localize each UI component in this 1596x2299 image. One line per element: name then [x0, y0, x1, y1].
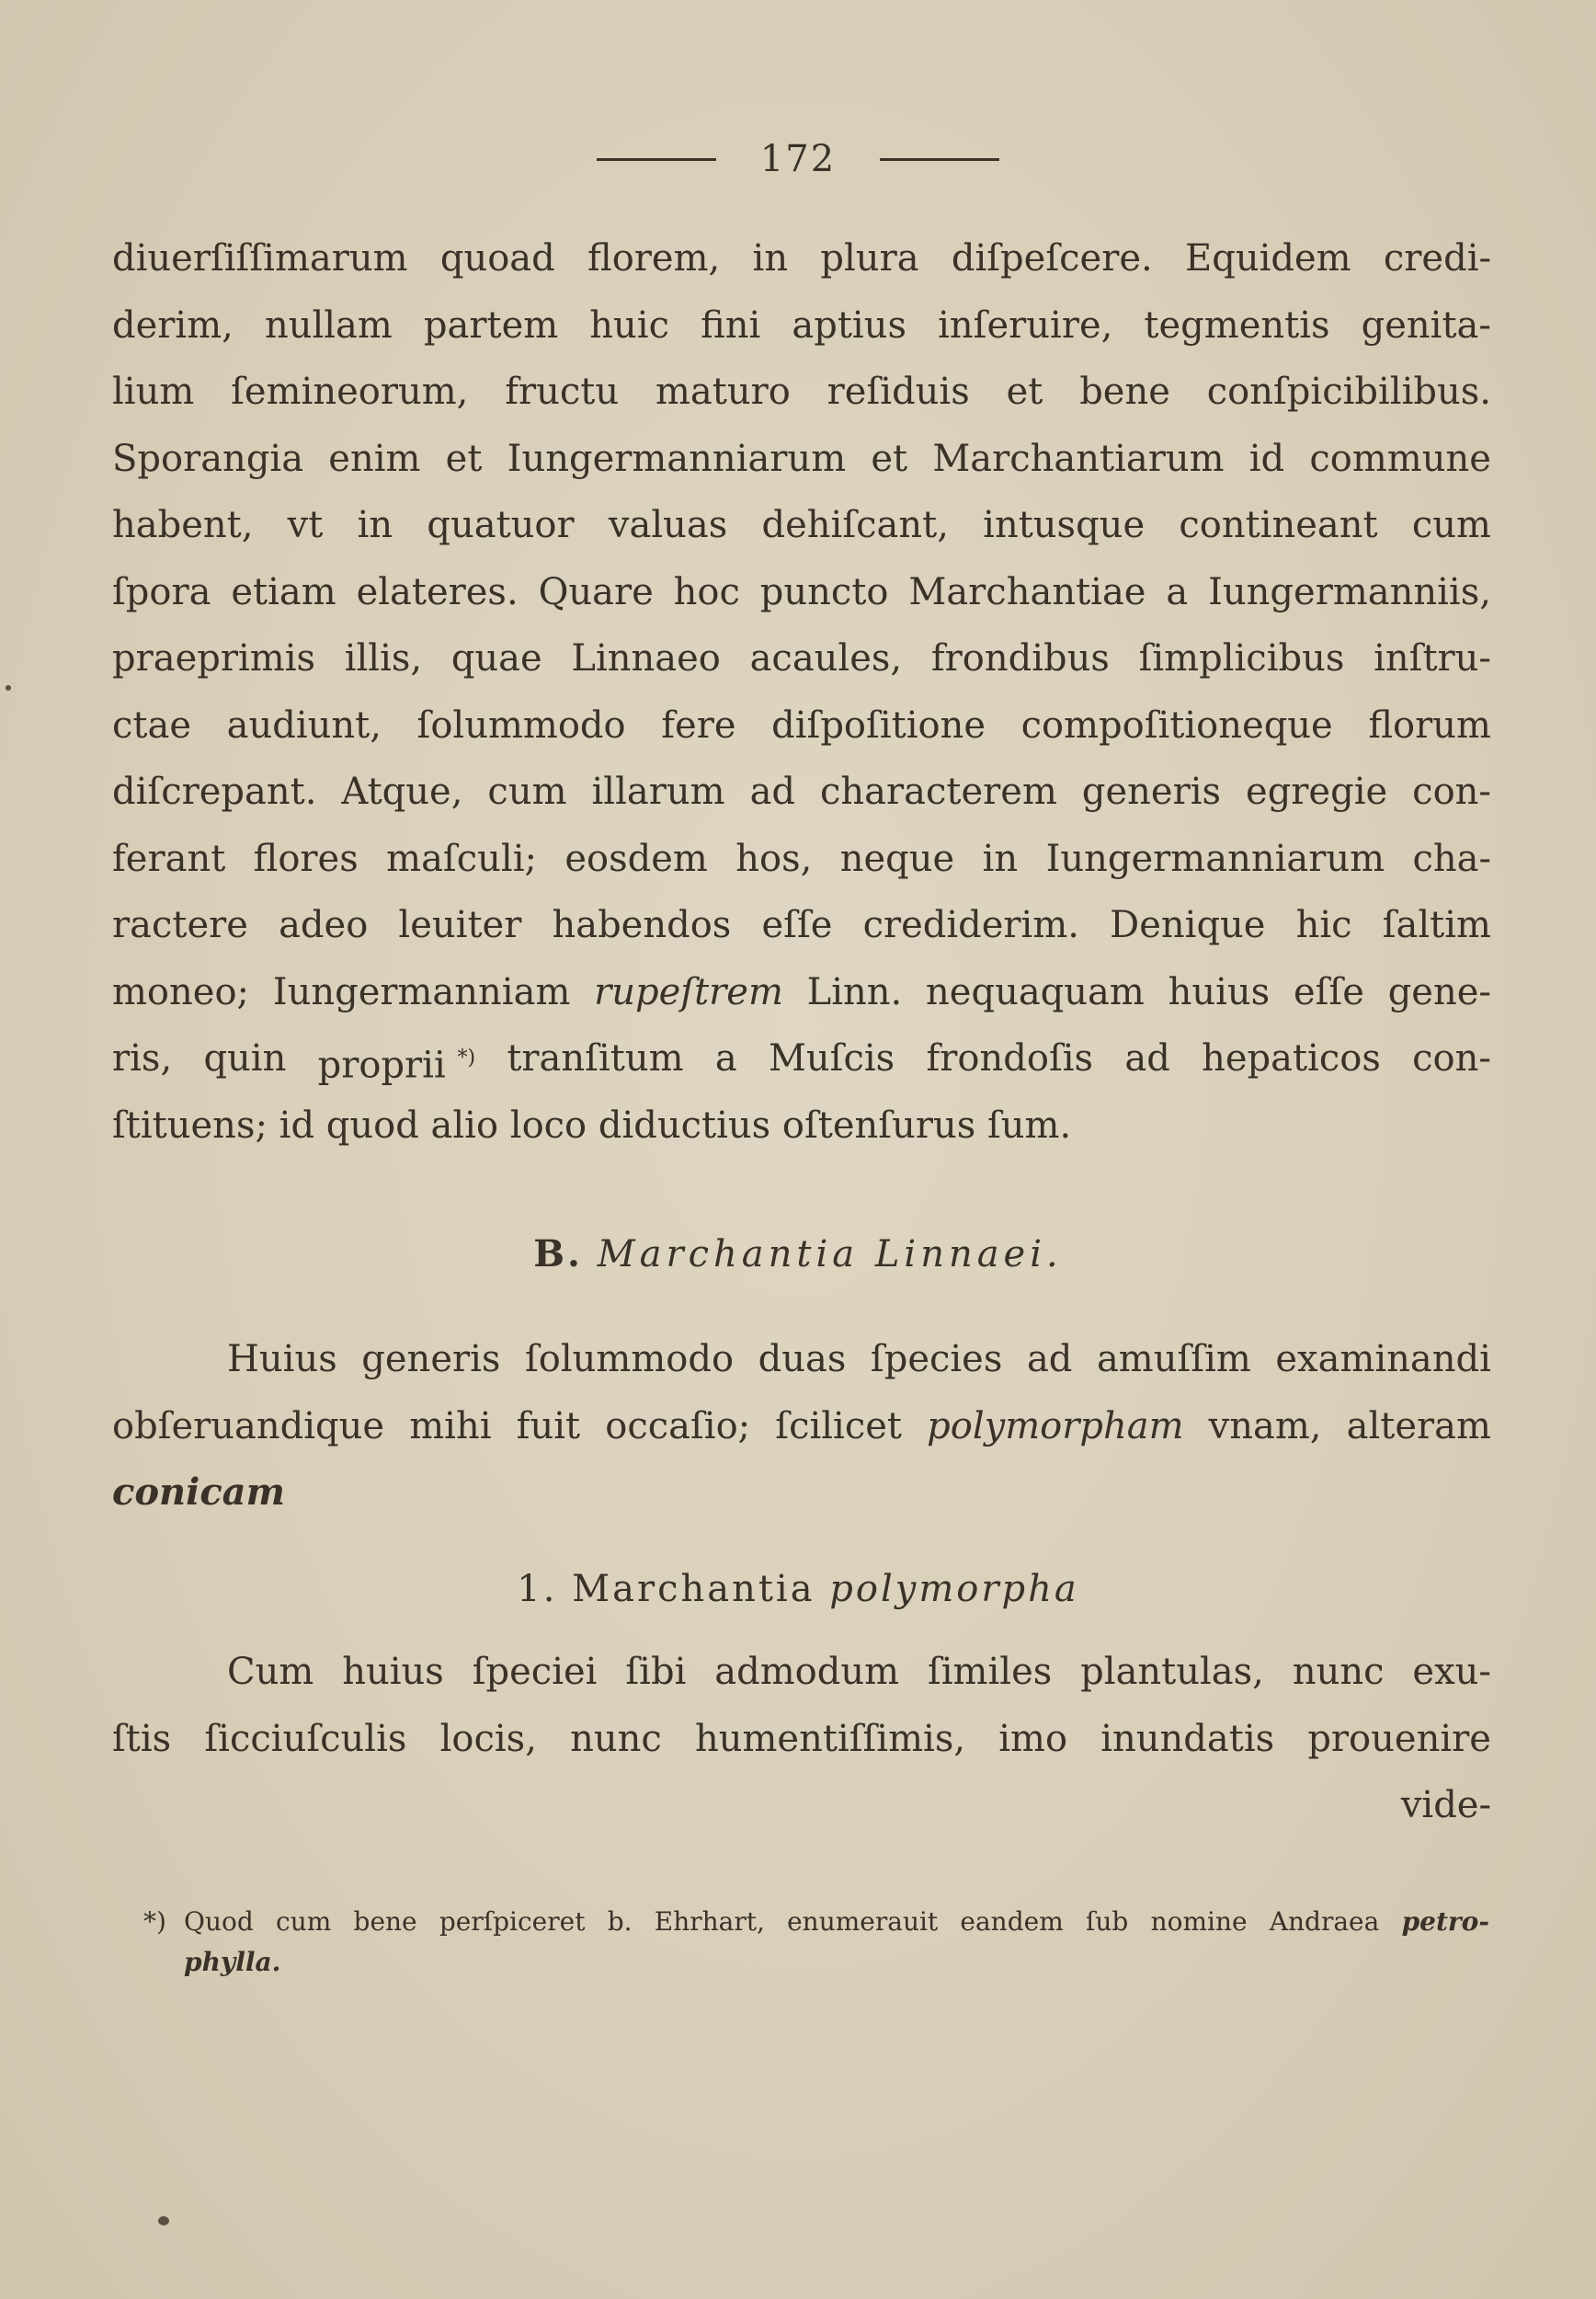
- word: ſolummodo: [416, 703, 626, 747]
- word: Atque,: [341, 771, 463, 813]
- word: florem,: [587, 237, 721, 280]
- text-line: [112, 759, 1491, 826]
- word: prouenire: [1307, 1717, 1491, 1760]
- word: etiam: [231, 570, 336, 613]
- text-line: [112, 426, 1491, 493]
- word: egregie: [1246, 771, 1388, 813]
- word: eosdem: [564, 837, 708, 880]
- word: ſemineorum,: [231, 371, 469, 413]
- word: bene: [353, 1906, 417, 1937]
- word: Quare: [538, 570, 654, 613]
- word: hepaticos: [1202, 1037, 1381, 1080]
- word: duas: [758, 1338, 847, 1380]
- word: Marchantiae: [908, 570, 1146, 613]
- word: ad: [1124, 1037, 1170, 1080]
- word: puncto: [759, 570, 889, 613]
- word: et: [445, 437, 483, 480]
- word: diuerſiſſimarum: [112, 237, 408, 280]
- word: id: [1248, 437, 1285, 480]
- paragraph-2: [112, 1326, 1491, 1527]
- word: maturo: [656, 371, 791, 413]
- text-line: [112, 1326, 1491, 1393]
- page-number: 172: [759, 138, 837, 180]
- word: generis: [1081, 771, 1222, 813]
- word: fini: [701, 303, 761, 347]
- word: illis,: [344, 637, 423, 680]
- section-title: Marchantia Linnaei.: [597, 1233, 1063, 1275]
- word: ractere: [112, 904, 248, 946]
- footnote-line: [184, 1902, 1489, 1942]
- word: huius: [1168, 970, 1271, 1013]
- word: elateres.: [356, 570, 519, 613]
- word: amuſſim: [1096, 1338, 1251, 1380]
- word: ſimplicibus: [1138, 637, 1345, 680]
- word: in: [752, 237, 789, 280]
- word: ſpora: [112, 570, 211, 613]
- word: obſeruandique: [112, 1404, 385, 1447]
- paragraph-1: [112, 225, 1491, 1159]
- word: crediderim.: [862, 904, 1079, 946]
- footnote: [143, 1902, 1489, 1983]
- word: humentiſſimis,: [694, 1717, 966, 1760]
- word: imo: [998, 1717, 1068, 1760]
- word-italic: petro-: [1401, 1906, 1489, 1937]
- word: quin: [203, 1037, 287, 1080]
- word: et: [1006, 371, 1043, 413]
- word: a: [1166, 570, 1189, 613]
- word: gene-: [1387, 970, 1491, 1013]
- section-title-italic: polymorpha: [829, 1568, 1079, 1610]
- word: cha-: [1412, 837, 1491, 880]
- word: nunc: [1292, 1651, 1385, 1693]
- word: nequaquam: [926, 970, 1145, 1013]
- word: ctae: [112, 703, 191, 747]
- ink-speck: [6, 685, 11, 691]
- section-label: 1.: [517, 1568, 558, 1610]
- word: ad: [1026, 1338, 1073, 1380]
- word: diſpeſcere.: [951, 237, 1153, 280]
- text-line: [112, 1772, 1491, 1839]
- word: eſſe: [761, 904, 833, 946]
- word: hoc: [673, 570, 740, 613]
- section-label: B.: [533, 1232, 583, 1275]
- text-line: [112, 292, 1491, 360]
- word: derim,: [112, 303, 234, 347]
- section-title: Marchantia: [572, 1568, 815, 1610]
- word: ſpeciei: [472, 1651, 598, 1693]
- word: tranſitum: [507, 1037, 684, 1080]
- word: valuas: [608, 504, 728, 546]
- word: Iungermanniam: [272, 970, 571, 1013]
- text-line: [112, 1706, 1491, 1773]
- text-line: [112, 559, 1491, 626]
- word: et: [871, 437, 908, 480]
- text-line: [112, 225, 1491, 292]
- word: frondibus: [930, 637, 1110, 680]
- word: enim: [328, 437, 421, 480]
- word: compoſitioneque: [1020, 703, 1333, 747]
- text-line: [112, 625, 1491, 692]
- text-line: [112, 1393, 1491, 1460]
- word: eſſe: [1293, 970, 1364, 1013]
- word: contineant: [1179, 504, 1378, 546]
- word: Denique: [1110, 904, 1266, 946]
- word: cum: [487, 771, 567, 813]
- word: nunc: [570, 1717, 662, 1760]
- word: credi-: [1383, 237, 1491, 280]
- word: plantulas,: [1080, 1651, 1264, 1693]
- word: quatuor: [427, 504, 575, 546]
- word: in: [982, 837, 1019, 880]
- word-italic: conicam: [112, 1470, 285, 1514]
- ink-speck: [158, 2216, 169, 2225]
- word: moneo;: [112, 970, 250, 1013]
- word: huic: [589, 303, 669, 347]
- word: generis: [361, 1338, 501, 1380]
- text-line: [112, 492, 1491, 559]
- word: maſculi;: [386, 837, 537, 880]
- word: Cum: [227, 1651, 314, 1693]
- word: inſtru-: [1374, 637, 1491, 680]
- word: Marchantiarum: [932, 437, 1225, 480]
- header-rule-left: [597, 158, 716, 161]
- word: Muſcis: [768, 1037, 895, 1080]
- word: in: [357, 504, 393, 546]
- word: commune: [1309, 437, 1491, 480]
- text-line: [112, 1025, 1491, 1092]
- word: ſimiles: [927, 1651, 1053, 1693]
- word: leuiter: [398, 904, 522, 946]
- line-text: ſtituens; id quod alio loco diductius oſtenſurus ſum.: [112, 1104, 1072, 1147]
- word-italic: rupeſtrem: [594, 970, 783, 1013]
- footnote-line: [184, 1942, 1489, 1983]
- word: Linn.: [806, 970, 903, 1013]
- word: vnam,: [1208, 1404, 1322, 1447]
- word: vt: [287, 504, 324, 546]
- word: enumerauit: [787, 1906, 939, 1937]
- word: eandem: [960, 1906, 1064, 1937]
- text-line: [112, 1639, 1491, 1706]
- word: fuit: [516, 1404, 581, 1447]
- word: nomine: [1150, 1906, 1248, 1937]
- footnote-mark: *): [143, 1906, 166, 1937]
- header-rule-right: [880, 158, 999, 161]
- word: characterem: [820, 771, 1057, 813]
- word: flores: [253, 837, 359, 880]
- word-with-note: [318, 1025, 475, 1092]
- word: tegmentis: [1144, 303, 1330, 347]
- footnote-reference: *): [457, 1047, 476, 1069]
- word: intusque: [983, 504, 1146, 546]
- word: ſtis: [112, 1717, 172, 1760]
- word: bene: [1079, 371, 1170, 413]
- word: neque: [839, 837, 955, 880]
- word: hic: [1295, 904, 1352, 946]
- text-line: [112, 959, 1491, 1026]
- word-italic: phylla.: [184, 1947, 281, 1977]
- word: con-: [1412, 771, 1491, 813]
- word: diſpoſitione: [771, 703, 986, 747]
- word: adeo: [279, 904, 369, 946]
- word: plura: [820, 237, 919, 280]
- word: audiunt,: [226, 703, 382, 747]
- word: alteram: [1346, 1404, 1491, 1447]
- word: ſibi: [625, 1651, 687, 1693]
- word: ſub: [1086, 1906, 1129, 1937]
- word: ſaltim: [1382, 904, 1491, 946]
- word: examinandi: [1275, 1338, 1491, 1380]
- word: habent,: [112, 504, 254, 546]
- word: frondoſis: [926, 1037, 1094, 1080]
- word: aptius: [792, 303, 907, 347]
- word: cum: [1411, 504, 1491, 546]
- text-line: [112, 359, 1491, 426]
- word: nullam: [264, 303, 393, 347]
- word: Iungermanniarum: [507, 437, 847, 480]
- word: admodum: [714, 1651, 900, 1693]
- section-heading-1: [0, 1568, 1596, 1610]
- word: Quod: [184, 1906, 254, 1937]
- word: Sporangia: [112, 437, 304, 480]
- paragraph-3: [112, 1639, 1491, 1839]
- word: partem: [423, 303, 559, 347]
- word: Huius: [227, 1338, 337, 1380]
- word: locis,: [439, 1717, 537, 1760]
- word: Iungermanniarum: [1045, 837, 1385, 880]
- word: florum: [1368, 703, 1491, 747]
- word: habendos: [552, 904, 732, 946]
- word: mihi: [409, 1404, 492, 1447]
- word: inundatis: [1100, 1717, 1275, 1760]
- text-line: [112, 892, 1491, 959]
- word: ſicciuſculis: [204, 1717, 407, 1760]
- word: Ehrhart,: [654, 1906, 765, 1937]
- text-line: [112, 1459, 1491, 1527]
- word: perſpiceret: [439, 1906, 586, 1937]
- word: a: [714, 1037, 737, 1080]
- word: inſeruire,: [938, 303, 1113, 347]
- word: dehiſcant,: [761, 504, 949, 546]
- section-heading-b: [0, 1232, 1596, 1275]
- word: ſcilicet: [775, 1404, 902, 1447]
- word: illarum: [591, 771, 725, 813]
- word: acaules,: [749, 637, 903, 680]
- word: quoad: [439, 237, 555, 280]
- word: huius: [342, 1651, 444, 1693]
- word: exu-: [1412, 1651, 1491, 1693]
- text-line: [112, 692, 1491, 760]
- word: Equidem: [1185, 237, 1351, 280]
- word: occaſio;: [605, 1404, 751, 1447]
- word: lium: [112, 371, 195, 413]
- word-italic: polymorpham: [927, 1404, 1184, 1447]
- text-line: [112, 826, 1491, 893]
- word: cum: [276, 1906, 332, 1937]
- word: ſpecies: [870, 1338, 1003, 1380]
- word: hos,: [735, 837, 813, 880]
- word: genita-: [1361, 303, 1491, 347]
- word: diſcrepant.: [112, 771, 317, 813]
- word: Linnaeo: [571, 637, 721, 680]
- text-line: [112, 1092, 1491, 1160]
- word: con-: [1412, 1037, 1491, 1080]
- word: fructu: [505, 371, 620, 413]
- word: conſpicibilibus.: [1206, 371, 1491, 413]
- word: quae: [450, 637, 542, 680]
- word: praeprimis: [112, 637, 316, 680]
- word: b.: [607, 1906, 633, 1937]
- catchword: vide-: [1400, 1784, 1491, 1826]
- word: ris,: [112, 1037, 173, 1080]
- page-header: [0, 138, 1596, 180]
- word: ſolummodo: [524, 1338, 735, 1380]
- word: fere: [661, 703, 736, 747]
- word: ferant: [112, 837, 226, 880]
- word: Iungermanniis,: [1208, 570, 1491, 613]
- word: proprii: [317, 1044, 446, 1087]
- word: reſiduis: [826, 371, 970, 413]
- word: Andraea: [1269, 1906, 1380, 1937]
- word: ad: [749, 771, 796, 813]
